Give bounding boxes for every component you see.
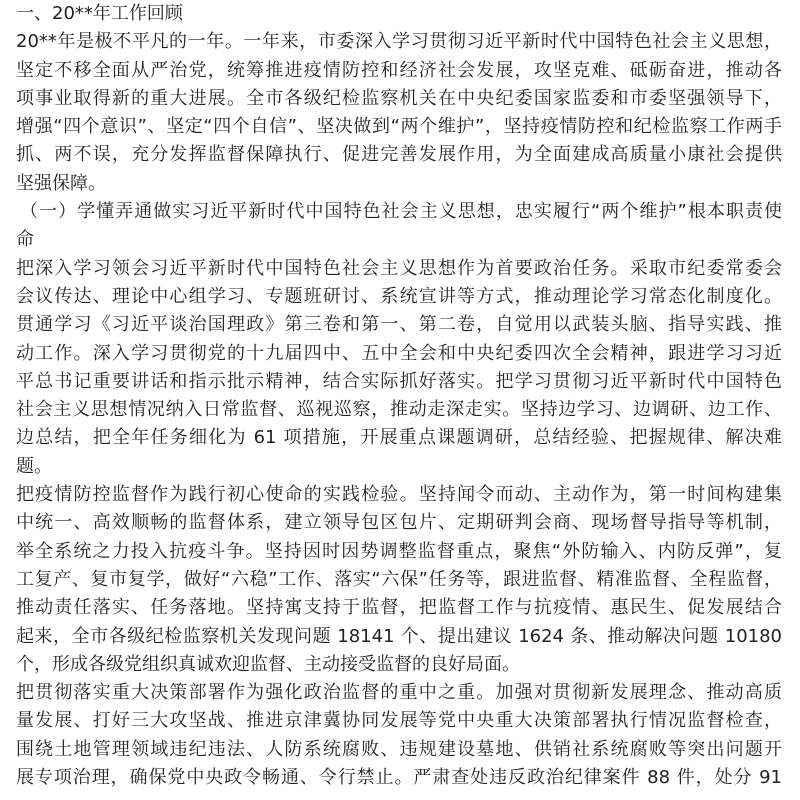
text-line: 坚强保障。	[16, 172, 106, 194]
text-line: 个，形成各级党组织真诚欢迎监督、主动接受监督的良好局面。	[16, 653, 520, 675]
text-line: 量发展、打好三大攻坚战、推进京津冀协同发展等党中央重大决策部署执行情况监督检查，	[16, 710, 782, 732]
section-title: 一、20**年工作回顾	[16, 3, 183, 24]
paragraph-political-supervision	[16, 679, 782, 792]
text-line: 坚定不移全面从严治党，统筹推进疫情防控和经济社会发展，攻坚克难、砥砺奋进，推动各	[16, 59, 782, 81]
subheading	[16, 198, 782, 255]
text-line: 把贯彻落实重大决策部署作为强化政治监督的重中之重。加强对贯彻新发展理念、推动高质	[16, 682, 782, 704]
text-line: 工复产、复市复学，做好“六稳”工作、落实“六保”任务等，跟进监督、精准监督、全程监督，	[16, 568, 782, 590]
text-line: 会议传达、理论中心组学习、专题班研讨、系统宣讲等方式，推动理论学习常态化制度化。	[16, 285, 782, 307]
text-line: 中统一、高效顺畅的监督体系，建立领导包区包片、定期研判会商、现场督导指导等机制，	[16, 512, 782, 534]
text-line: 抓、两不误，充分发挥监督保障执行、促进完善发展作用，为全面建成高质量小康社会提供	[16, 144, 782, 166]
text-line: 边总结，把全年任务细化为 61 项措施，开展重点课题调研，总结经验、把握规律、解决难	[16, 427, 782, 449]
text-line: 把深入学习领会习近平新时代中国特色社会主义思想作为首要政治任务。采取市纪委常委会	[16, 257, 782, 279]
text-line: 展专项治理，确保党中央政令畅通、令行禁止。严肃查处违反政治纪律案件 88 件，处分 91	[16, 767, 782, 789]
text-line: 题。	[16, 455, 52, 477]
text-line: 增强“四个意识”、坚定“四个自信”、坚决做到“两个维护”，坚持疫情防控和纪检监察工作两手	[16, 116, 782, 138]
text-line: 项事业取得新的重大进展。全市各级纪检监察机关在中央纪委国家监委和市委坚强领导下，	[16, 87, 782, 109]
text-line: 命	[16, 229, 34, 251]
text-line: 20**年是极不平凡的一年。一年来，市委深入学习贯彻习近平新时代中国特色社会主义思想，	[16, 31, 782, 53]
text-line: 贯通学习《习近平谈治国理政》第三卷和第一、第二卷，自觉用以武装头脑、指导实践、推	[16, 314, 782, 336]
intro-paragraph	[16, 28, 782, 198]
text-line: 举全系统之力投入抗疫斗争。坚持因时因势调整监督重点，聚焦“外防输入、内防反弹”，复	[16, 540, 782, 562]
text-line: （一）学懂弄通做实习近平新时代中国特色社会主义思想，忠实履行“两个维护”根本职责使	[20, 201, 782, 223]
paragraph-epidemic-supervision	[16, 481, 782, 679]
text-line: 把疫情防控监督作为践行初心使命的实践检验。坚持闻令而动、主动作为，第一时间构建集	[16, 484, 782, 506]
paragraph-theory-study	[16, 255, 782, 481]
text-line: 平总书记重要讲话和指示批示精神，结合实际抓好落实。把学习贯彻习近平新时代中国特色	[16, 370, 782, 392]
document-body	[16, 0, 782, 792]
text-line: 围绕土地管理领域违纪违法、人防系统腐败、违规建设墓地、供销社系统腐败等突出问题开	[16, 738, 782, 760]
text-line: 动工作。深入学习贯彻党的十九届四中、五中全会和中央纪委四次全会精神，跟进学习习近	[16, 342, 782, 364]
text-line: 社会主义思想情况纳入日常监督、巡视巡察，推动走深走实。坚持边学习、边调研、边工作、	[16, 399, 782, 421]
text-line: 推动责任落实、任务落地。坚持寓支持于监督，把监督工作与抗疫情、惠民生、促发展结合	[16, 597, 782, 619]
text-line: 起来，全市各级纪检监察机关发现问题 18141 个、提出建议 1624 条、推动解决问题 10180	[16, 625, 782, 647]
